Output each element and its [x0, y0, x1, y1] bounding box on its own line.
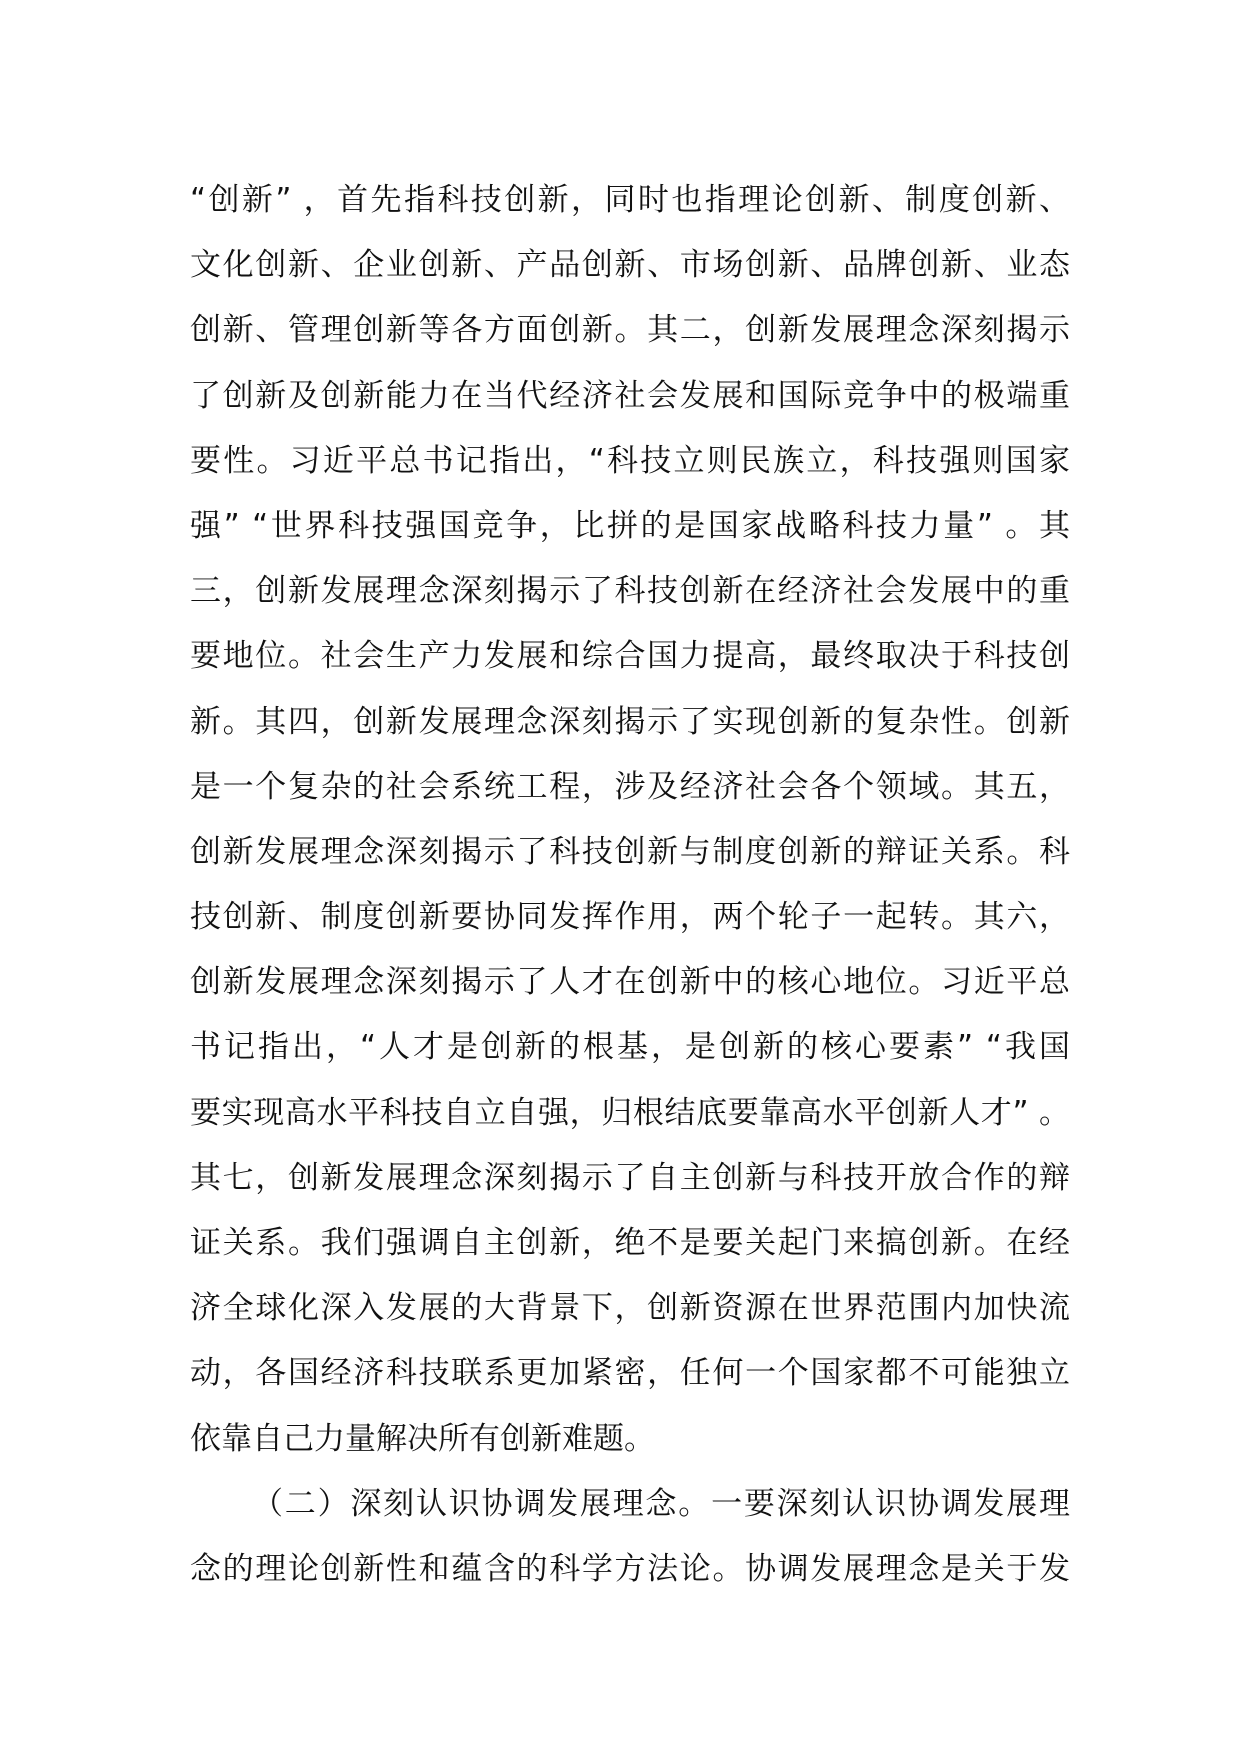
text-line-7: 三，创新发展理念深刻揭示了科技创新在经济社会发展中的重 — [190, 573, 1070, 610]
text-line-14: 书记指出，“人才是创新的根基，是创新的核心要素” “我国 — [190, 1029, 1070, 1066]
body-text — [190, 168, 1070, 1602]
text-line-20: 依靠自己力量解决所有创新难题。 — [190, 1420, 655, 1457]
text-line-2: 文化创新、企业创新、产品创新、市场创新、品牌创新、业态 — [190, 247, 1070, 284]
text-line-4: 了创新及创新能力在当代经济社会发展和国际竞争中的极端重 — [190, 377, 1070, 414]
text-line-1: “创新” ，首先指科技创新，同时也指理论创新、制度创新、 — [190, 182, 1070, 218]
text-line-3: 创新、管理创新等各方面创新。其二，创新发展理念深刻揭示 — [190, 312, 1070, 349]
text-line-8: 要地位。社会生产力发展和综合国力提高，最终取决于科技创 — [190, 638, 1070, 675]
text-line-18: 济全球化深入发展的大背景下，创新资源在世界范围内加快流 — [190, 1290, 1070, 1327]
text-line-21: （二）深刻认识协调发展理念。一要深刻认识协调发展理 — [252, 1485, 1070, 1522]
text-line-16: 其七，创新发展理念深刻揭示了自主创新与科技开放合作的辩 — [190, 1159, 1070, 1196]
text-line-12: 技创新、制度创新要协同发挥作用，两个轮子一起转。其六， — [190, 899, 1070, 936]
text-line-10: 是一个复杂的社会系统工程，涉及经济社会各个领域。其五， — [190, 768, 1070, 805]
text-line-6: 强” “世界科技强国竞争，比拼的是国家战略科技力量” 。其 — [190, 507, 1070, 544]
text-line-9: 新。其四，创新发展理念深刻揭示了实现创新的复杂性。创新 — [190, 703, 1070, 740]
text-line-11: 创新发展理念深刻揭示了科技创新与制度创新的辩证关系。科 — [190, 833, 1070, 870]
text-line-22: 念的理论创新性和蕴含的科学方法论。协调发展理念是关于发 — [190, 1550, 1070, 1587]
text-line-17: 证关系。我们强调自主创新，绝不是要关起门来搞创新。在经 — [190, 1225, 1070, 1261]
text-line-19: 动，各国经济科技联系更加紧密，任何一个国家都不可能独立 — [190, 1355, 1070, 1392]
text-line-15: 要实现高水平科技自立自强，归根结底要靠高水平创新人才” 。 — [190, 1094, 1070, 1131]
text-line-5: 要性。习近平总书记指出，“科技立则民族立，科技强则国家 — [190, 442, 1070, 479]
text-line-13: 创新发展理念深刻揭示了人才在创新中的核心地位。习近平总 — [190, 964, 1070, 1001]
